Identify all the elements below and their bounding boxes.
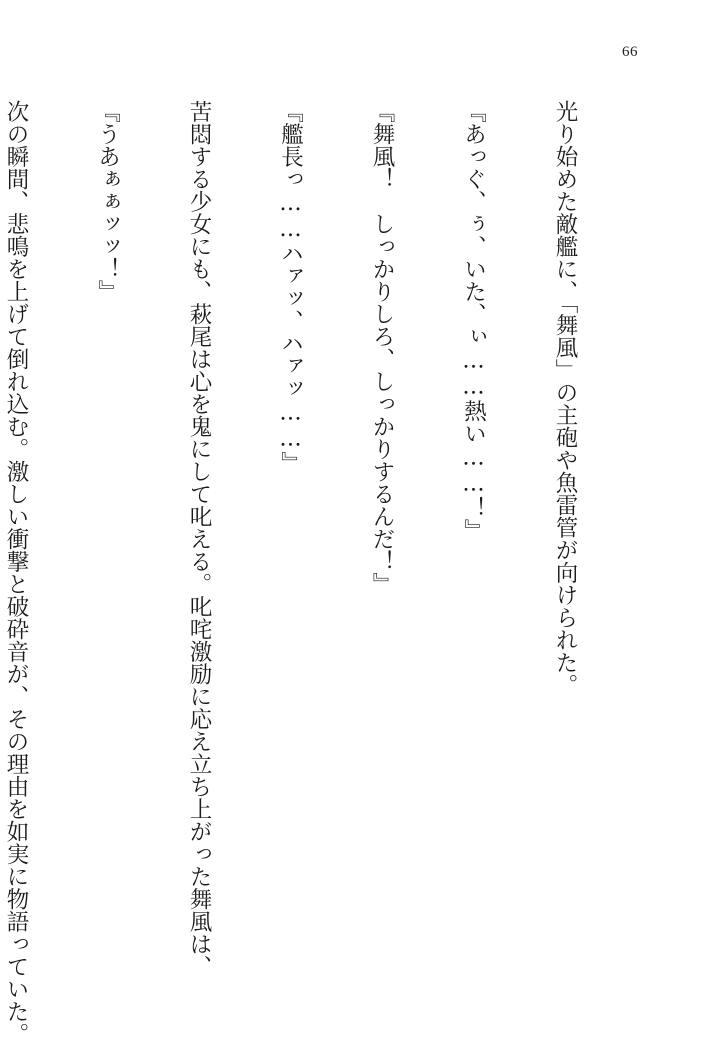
- text-line: 『あっぐ、ぅ、いた、ぃ……熱い……！』: [460, 100, 487, 542]
- text-line: 『舞風！ しっかりしろ、しっかりするんだ！』: [369, 100, 395, 595]
- novel-text-column: [0, 100, 641, 1045]
- text-line: 苦悶する少女にも、萩尾は心を鬼にして叱える。叱咤激励に応え立ち上がった舞風は、: [186, 100, 212, 978]
- text-line: 次の瞬間、悲鳴を上げて倒れ込む。激しい衝撃と破砕音が、その理由を如実に物語っていた。: [3, 100, 29, 1045]
- page-number: 66: [622, 44, 638, 60]
- text-line: 光り始めた敵艦に、「舞風」の主砲や魚雷管が向けられた。: [552, 100, 578, 697]
- text-line: 『艦長っ……ハァッ、ハァッ……』: [277, 100, 304, 474]
- text-line: 『うあぁぁッッ！』: [94, 100, 121, 303]
